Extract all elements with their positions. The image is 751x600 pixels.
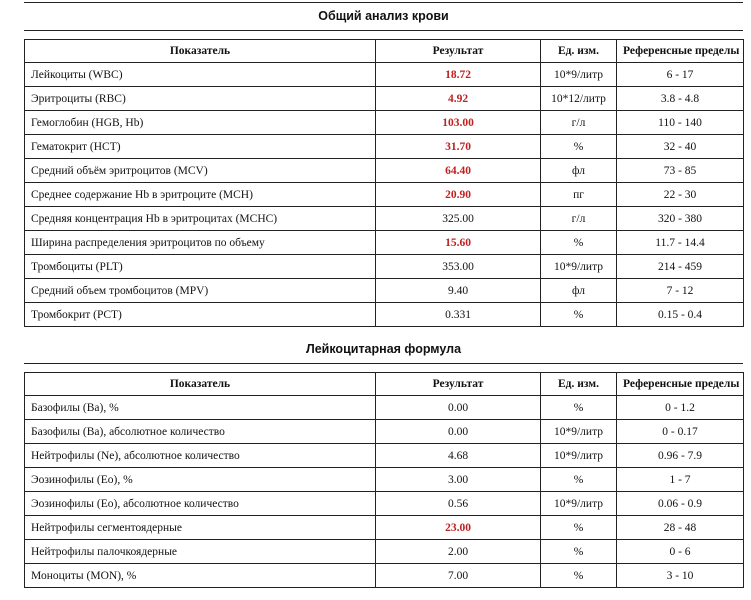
result-value: 4.92 bbox=[376, 87, 541, 111]
table-row bbox=[25, 207, 744, 231]
reference-range: 32 - 40 bbox=[617, 135, 744, 159]
unit-value: % bbox=[541, 564, 617, 588]
unit-value: % bbox=[541, 396, 617, 420]
col-header-result: Результат bbox=[376, 373, 541, 396]
parameter-name: Средняя концентрация Hb в эритроцитах (MCHC) bbox=[25, 207, 376, 231]
result-value: 353.00 bbox=[376, 255, 541, 279]
cbc-table bbox=[24, 39, 744, 327]
result-value: 0.56 bbox=[376, 492, 541, 516]
leukocyte-rows bbox=[25, 396, 744, 588]
parameter-name: Базофилы (Ba), % bbox=[25, 396, 376, 420]
result-value: 103.00 bbox=[376, 111, 541, 135]
parameter-name: Нейтрофилы палочкоядерные bbox=[25, 540, 376, 564]
parameter-name: Эритроциты (RBC) bbox=[25, 87, 376, 111]
col-header-result: Результат bbox=[376, 40, 541, 63]
table-row bbox=[25, 492, 744, 516]
top-rule bbox=[24, 2, 743, 3]
parameter-name: Базофилы (Ba), абсолютное количество bbox=[25, 420, 376, 444]
result-value: 64.40 bbox=[376, 159, 541, 183]
table-row bbox=[25, 396, 744, 420]
col-header-parameter: Показатель bbox=[25, 40, 376, 63]
parameter-name: Тромбокрит (PCT) bbox=[25, 303, 376, 327]
result-value: 20.90 bbox=[376, 183, 541, 207]
col-header-unit: Ед. изм. bbox=[541, 373, 617, 396]
reference-range: 28 - 48 bbox=[617, 516, 744, 540]
table-row bbox=[25, 255, 744, 279]
table-row bbox=[25, 516, 744, 540]
reference-range: 0.15 - 0.4 bbox=[617, 303, 744, 327]
reference-range: 3 - 10 bbox=[617, 564, 744, 588]
table-header-row bbox=[25, 40, 744, 63]
reference-range: 0 - 0.17 bbox=[617, 420, 744, 444]
table-row bbox=[25, 468, 744, 492]
result-value: 18.72 bbox=[376, 63, 541, 87]
unit-value: г/л bbox=[541, 207, 617, 231]
parameter-name: Средний объём эритроцитов (MCV) bbox=[25, 159, 376, 183]
unit-value: г/л bbox=[541, 111, 617, 135]
parameter-name: Гемоглобин (HGB, Hb) bbox=[25, 111, 376, 135]
reference-range: 0 - 6 bbox=[617, 540, 744, 564]
result-value: 9.40 bbox=[376, 279, 541, 303]
parameter-name: Нейтрофилы сегментоядерные bbox=[25, 516, 376, 540]
unit-value: % bbox=[541, 135, 617, 159]
table-row bbox=[25, 564, 744, 588]
reference-range: 320 - 380 bbox=[617, 207, 744, 231]
unit-value: % bbox=[541, 303, 617, 327]
unit-value: % bbox=[541, 540, 617, 564]
parameter-name: Моноциты (MON), % bbox=[25, 564, 376, 588]
reference-range: 0.06 - 0.9 bbox=[617, 492, 744, 516]
parameter-name: Тромбоциты (PLT) bbox=[25, 255, 376, 279]
title-rule bbox=[24, 30, 743, 31]
col-header-reference: Референсные пределы bbox=[617, 40, 744, 63]
table-row bbox=[25, 87, 744, 111]
result-value: 325.00 bbox=[376, 207, 541, 231]
table-row bbox=[25, 183, 744, 207]
parameter-name: Нейтрофилы (Ne), абсолютное количество bbox=[25, 444, 376, 468]
reference-range: 6 - 17 bbox=[617, 63, 744, 87]
section-title-leukocyte-formula: Лейкоцитарная формула bbox=[305, 342, 462, 356]
result-value: 15.60 bbox=[376, 231, 541, 255]
result-value: 23.00 bbox=[376, 516, 541, 540]
unit-value: 10*9/литр bbox=[541, 255, 617, 279]
parameter-name: Гематокрит (HCT) bbox=[25, 135, 376, 159]
col-header-reference: Референсные пределы bbox=[617, 373, 744, 396]
result-value: 0.331 bbox=[376, 303, 541, 327]
parameter-name: Средний объем тромбоцитов (MPV) bbox=[25, 279, 376, 303]
result-value: 0.00 bbox=[376, 396, 541, 420]
table-row bbox=[25, 540, 744, 564]
parameter-name: Лейкоциты (WBC) bbox=[25, 63, 376, 87]
table-row bbox=[25, 159, 744, 183]
col-header-unit: Ед. изм. bbox=[541, 40, 617, 63]
cbc-rows bbox=[25, 63, 744, 327]
result-value: 7.00 bbox=[376, 564, 541, 588]
reference-range: 11.7 - 14.4 bbox=[617, 231, 744, 255]
reference-range: 73 - 85 bbox=[617, 159, 744, 183]
section-title-cbc: Общий анализ крови bbox=[318, 9, 449, 23]
table-row bbox=[25, 303, 744, 327]
title-rule-2 bbox=[24, 363, 743, 364]
reference-range: 0 - 1.2 bbox=[617, 396, 744, 420]
unit-value: 10*9/литр bbox=[541, 444, 617, 468]
reference-range: 0.96 - 7.9 bbox=[617, 444, 744, 468]
parameter-name: Эозинофилы (Eo), % bbox=[25, 468, 376, 492]
result-value: 4.68 bbox=[376, 444, 541, 468]
unit-value: 10*9/литр bbox=[541, 63, 617, 87]
table-row bbox=[25, 63, 744, 87]
reference-range: 3.8 - 4.8 bbox=[617, 87, 744, 111]
reference-range: 214 - 459 bbox=[617, 255, 744, 279]
result-value: 3.00 bbox=[376, 468, 541, 492]
table-header-row bbox=[25, 373, 744, 396]
unit-value: % bbox=[541, 231, 617, 255]
unit-value: % bbox=[541, 468, 617, 492]
unit-value: пг bbox=[541, 183, 617, 207]
reference-range: 7 - 12 bbox=[617, 279, 744, 303]
reference-range: 22 - 30 bbox=[617, 183, 744, 207]
unit-value: фл bbox=[541, 159, 617, 183]
table-row bbox=[25, 279, 744, 303]
table-row bbox=[25, 444, 744, 468]
unit-value: % bbox=[541, 516, 617, 540]
leukocyte-table bbox=[24, 372, 744, 588]
unit-value: фл bbox=[541, 279, 617, 303]
reference-range: 110 - 140 bbox=[617, 111, 744, 135]
unit-value: 10*9/литр bbox=[541, 420, 617, 444]
result-value: 2.00 bbox=[376, 540, 541, 564]
table-row bbox=[25, 135, 744, 159]
table-row bbox=[25, 420, 744, 444]
col-header-parameter: Показатель bbox=[25, 373, 376, 396]
parameter-name: Среднее содержание Hb в эритроците (MCH) bbox=[25, 183, 376, 207]
unit-value: 10*12/литр bbox=[541, 87, 617, 111]
unit-value: 10*9/литр bbox=[541, 492, 617, 516]
parameter-name: Эозинофилы (Eo), абсолютное количество bbox=[25, 492, 376, 516]
result-value: 0.00 bbox=[376, 420, 541, 444]
parameter-name: Ширина распределения эритроцитов по объему bbox=[25, 231, 376, 255]
result-value: 31.70 bbox=[376, 135, 541, 159]
table-row bbox=[25, 111, 744, 135]
reference-range: 1 - 7 bbox=[617, 468, 744, 492]
table-row bbox=[25, 231, 744, 255]
